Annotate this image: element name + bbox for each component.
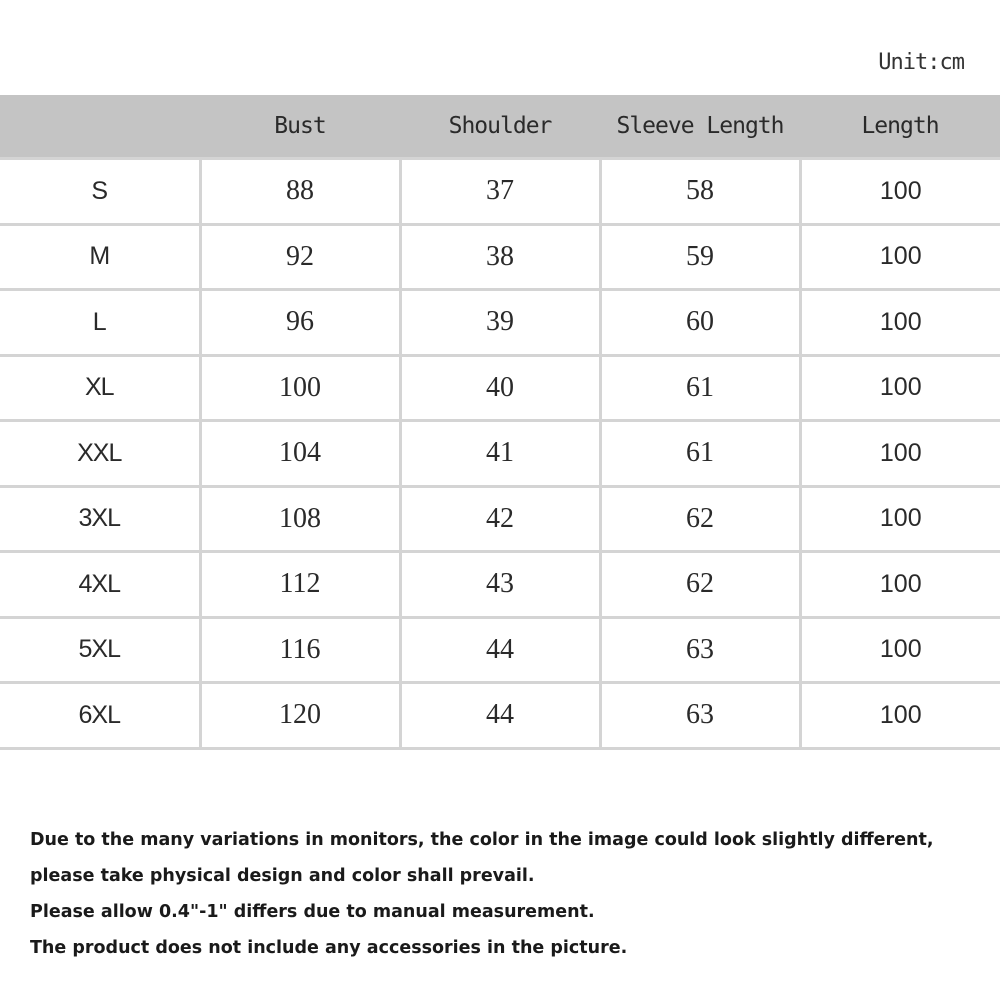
- header-shoulder: Shoulder: [400, 95, 600, 159]
- bust-cell: 100: [200, 355, 400, 421]
- length-cell: 100: [800, 617, 1000, 683]
- table-header: [0, 95, 1000, 159]
- bust-cell: 96: [200, 290, 400, 356]
- size-cell: L: [0, 290, 200, 356]
- table-row: [0, 421, 1000, 487]
- bust-cell: 116: [200, 617, 400, 683]
- size-cell: 5XL: [0, 617, 200, 683]
- length-cell: 100: [800, 486, 1000, 552]
- shoulder-cell: 39: [400, 290, 600, 356]
- size-cell: S: [0, 159, 200, 225]
- size-cell: 6XL: [0, 683, 200, 749]
- bust-cell: 104: [200, 421, 400, 487]
- length-cell: 100: [800, 159, 1000, 225]
- shoulder-cell: 42: [400, 486, 600, 552]
- sleeve-cell: 61: [600, 355, 800, 421]
- length-cell: 100: [800, 224, 1000, 290]
- table-row: [0, 552, 1000, 618]
- table-body: [0, 159, 1000, 749]
- sleeve-cell: 63: [600, 683, 800, 749]
- table-row: [0, 683, 1000, 749]
- size-cell: 3XL: [0, 486, 200, 552]
- length-cell: 100: [800, 683, 1000, 749]
- length-cell: 100: [800, 552, 1000, 618]
- size-cell: M: [0, 224, 200, 290]
- header-bust: Bust: [200, 95, 400, 159]
- shoulder-cell: 44: [400, 683, 600, 749]
- table-row: [0, 159, 1000, 225]
- size-chart-table: [0, 95, 1000, 750]
- size-cell: XXL: [0, 421, 200, 487]
- bust-cell: 120: [200, 683, 400, 749]
- note-line: The product does not include any accessories in the picture.: [30, 938, 628, 958]
- shoulder-cell: 43: [400, 552, 600, 618]
- table-row: [0, 355, 1000, 421]
- header-length: Length: [800, 95, 1000, 159]
- shoulder-cell: 40: [400, 355, 600, 421]
- sleeve-cell: 62: [600, 486, 800, 552]
- note-line: Please allow 0.4"-1" differs due to manual measurement.: [30, 902, 595, 922]
- header-size: [0, 95, 200, 159]
- unit-label: Unit:cm: [878, 50, 964, 75]
- bust-cell: 88: [200, 159, 400, 225]
- sleeve-cell: 61: [600, 421, 800, 487]
- length-cell: 100: [800, 355, 1000, 421]
- table-row: [0, 290, 1000, 356]
- sleeve-cell: 60: [600, 290, 800, 356]
- size-cell: 4XL: [0, 552, 200, 618]
- shoulder-cell: 44: [400, 617, 600, 683]
- shoulder-cell: 37: [400, 159, 600, 225]
- sleeve-cell: 62: [600, 552, 800, 618]
- shoulder-cell: 38: [400, 224, 600, 290]
- bust-cell: 92: [200, 224, 400, 290]
- table-row: [0, 486, 1000, 552]
- bust-cell: 108: [200, 486, 400, 552]
- disclaimer-notes: [30, 822, 980, 966]
- sleeve-cell: 59: [600, 224, 800, 290]
- shoulder-cell: 41: [400, 421, 600, 487]
- sleeve-cell: 63: [600, 617, 800, 683]
- bust-cell: 112: [200, 552, 400, 618]
- note-line: please take physical design and color shall prevail.: [30, 866, 535, 886]
- header-sleeve-length: Sleeve Length: [600, 95, 800, 159]
- note-line: Due to the many variations in monitors, the color in the image could look slightly different,: [30, 830, 934, 850]
- length-cell: 100: [800, 421, 1000, 487]
- table-row: [0, 617, 1000, 683]
- sleeve-cell: 58: [600, 159, 800, 225]
- header-row: [0, 95, 1000, 159]
- length-cell: 100: [800, 290, 1000, 356]
- table-row: [0, 224, 1000, 290]
- size-cell: XL: [0, 355, 200, 421]
